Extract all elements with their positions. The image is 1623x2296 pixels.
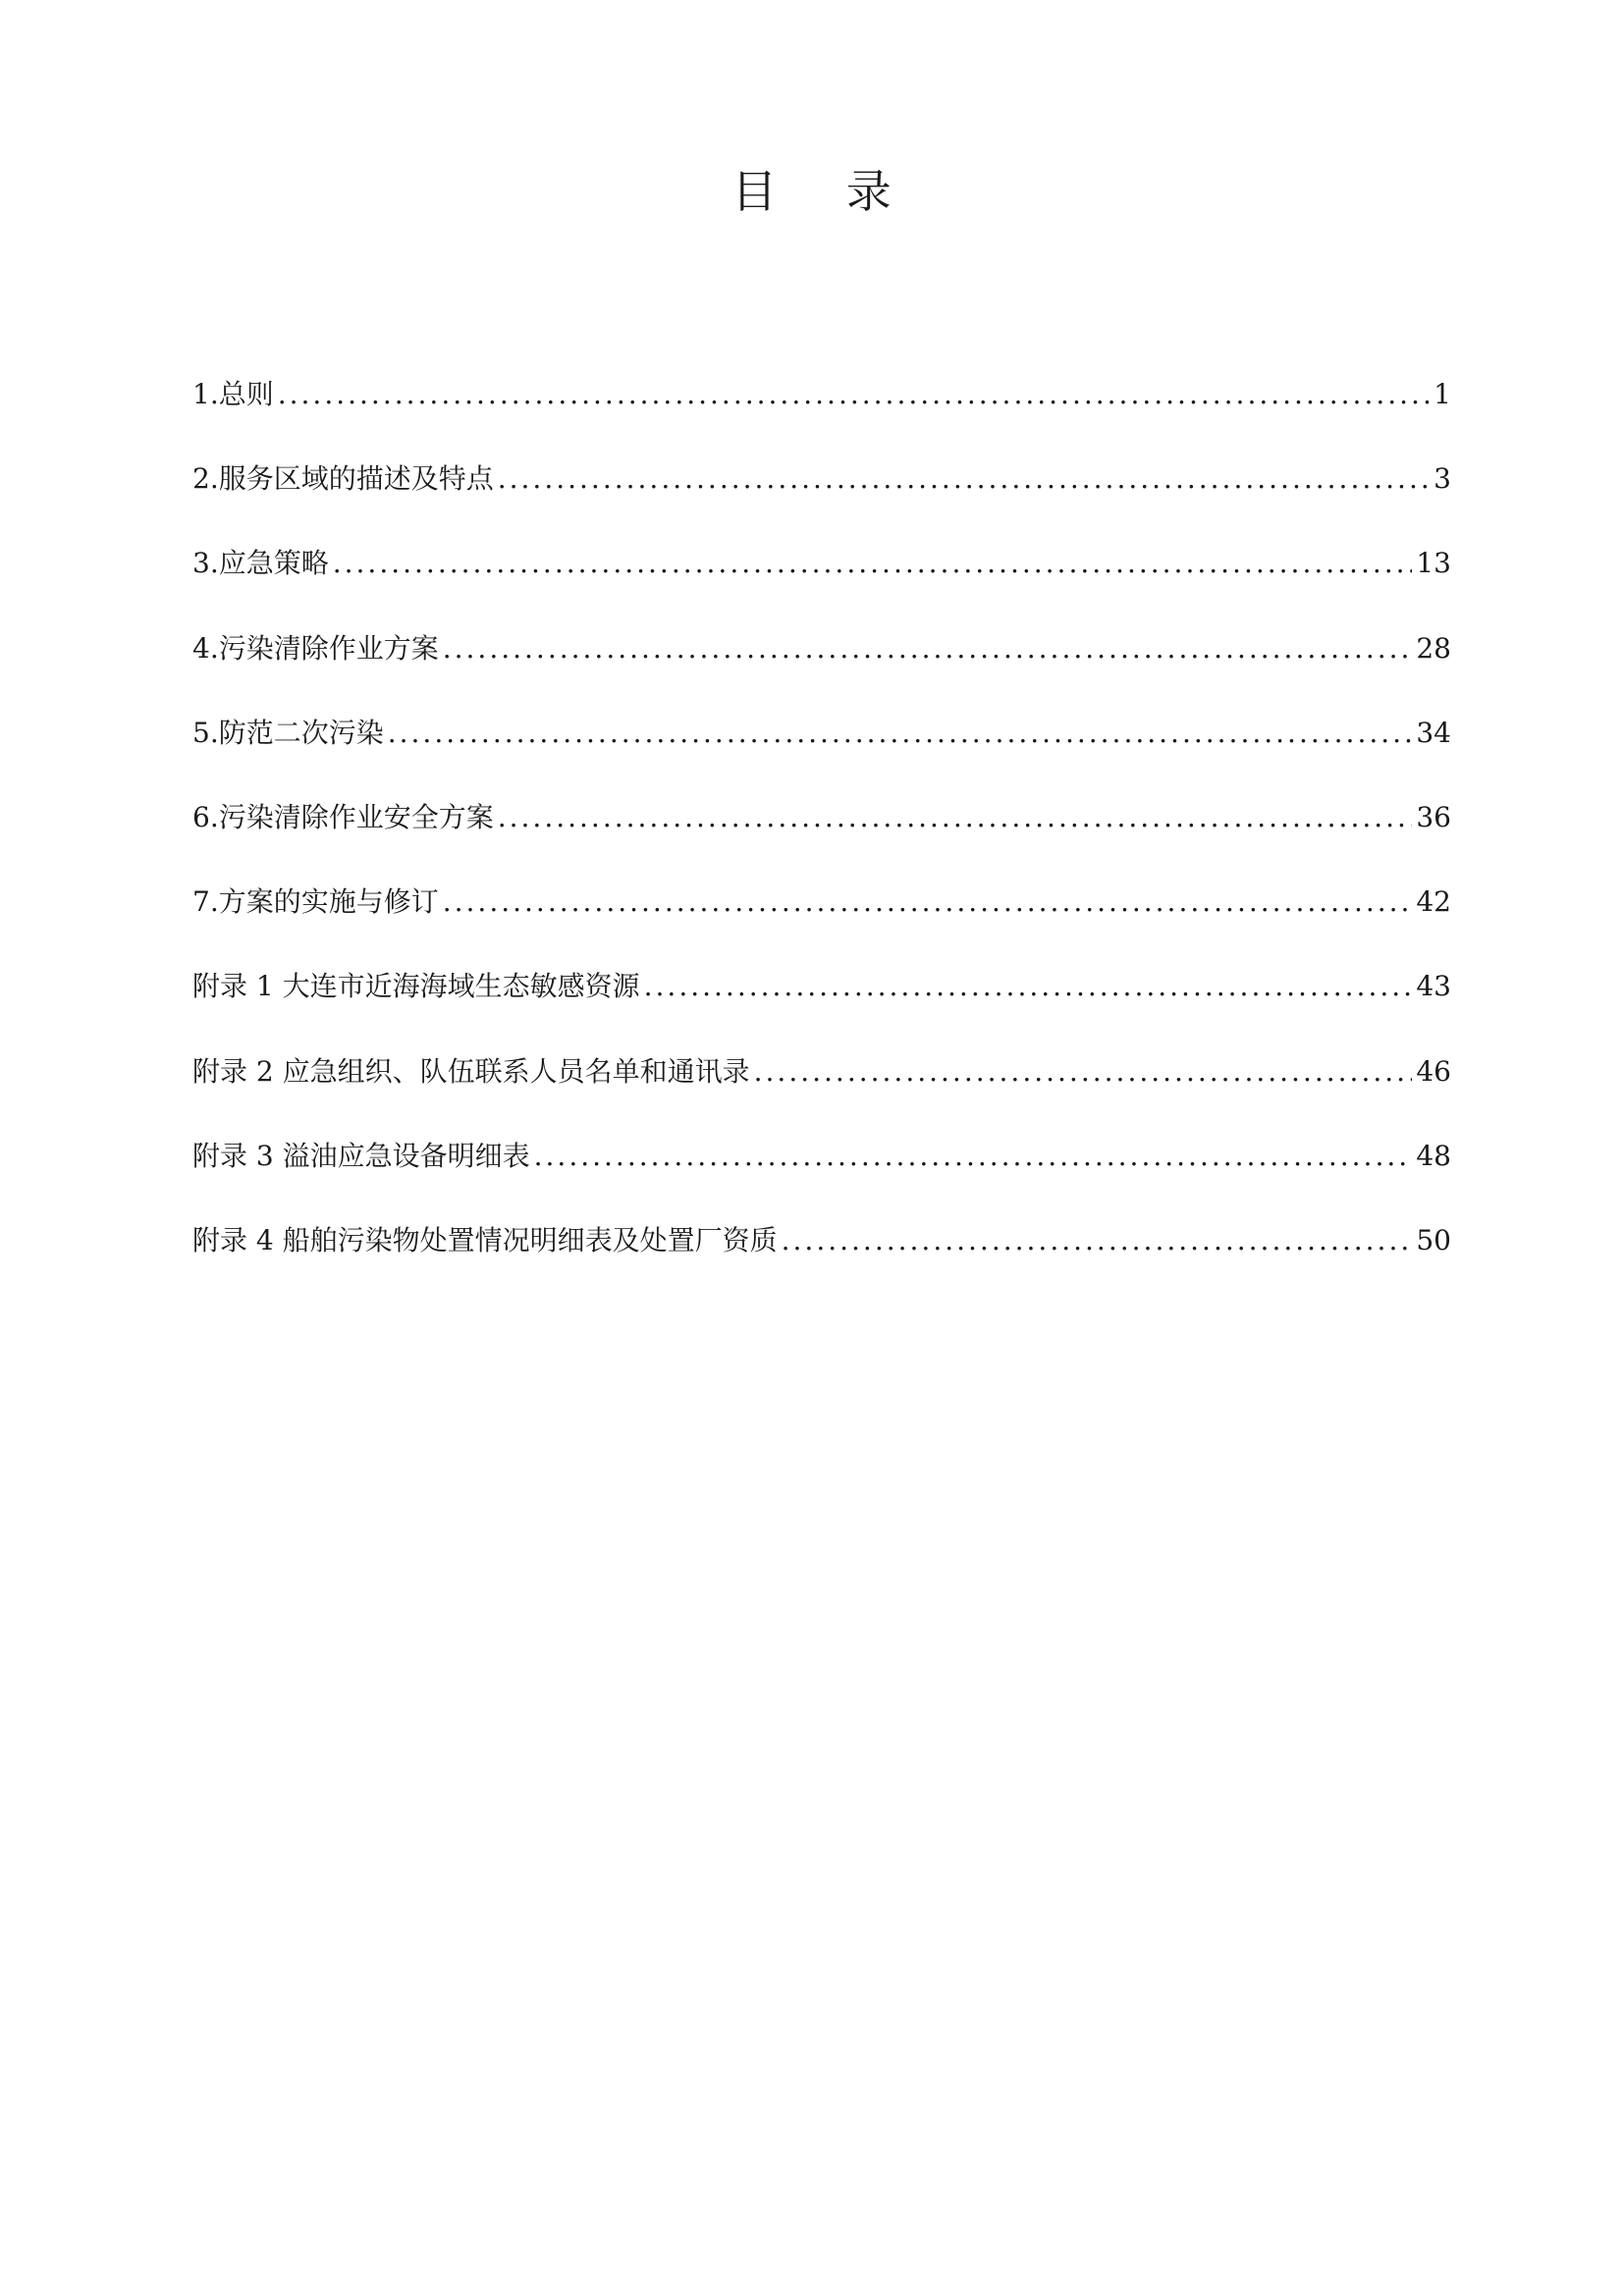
toc-entry-page: 28: [1416, 631, 1451, 665]
toc-entry-label: 2.服务区域的描述及特点: [192, 462, 494, 496]
toc-entry-page: 1: [1434, 378, 1451, 410]
toc-entry-label: 4.污染清除作业方案: [192, 631, 439, 665]
toc-entry-7[interactable]: [192, 882, 1451, 967]
toc-entry-label: 7.方案的实施与修订: [192, 885, 439, 919]
toc-entry-page: 34: [1416, 716, 1451, 749]
toc-dot-leader: [498, 459, 1430, 499]
toc-dot-leader: [754, 1052, 1413, 1092]
toc-dot-leader: [278, 375, 1430, 414]
toc-entry-4[interactable]: [192, 629, 1451, 714]
toc-entry-label: 附录 4 船舶污染物处置情况明细表及处置厂资质: [192, 1223, 778, 1256]
toc-entry-appendix-2[interactable]: [192, 1052, 1451, 1137]
toc-entry-6[interactable]: [192, 798, 1451, 882]
toc-entry-page: 42: [1416, 885, 1451, 919]
toc-entry-page: 48: [1416, 1139, 1451, 1172]
toc-entry-appendix-1[interactable]: [192, 967, 1451, 1051]
toc-entry-1[interactable]: [192, 375, 1451, 459]
toc-dot-leader: [498, 798, 1413, 837]
toc-entry-3[interactable]: [192, 544, 1451, 628]
toc-dot-leader: [644, 967, 1413, 1006]
toc-dot-leader: [443, 629, 1413, 668]
toc-dot-leader: [534, 1137, 1413, 1176]
toc-entry-page: 43: [1416, 970, 1451, 1003]
toc-entry-label: 5.防范二次污染: [192, 716, 384, 749]
toc-entry-page: 13: [1416, 547, 1451, 580]
toc-dot-leader: [388, 714, 1413, 753]
toc-entry-label: 6.污染清除作业安全方案: [192, 800, 494, 833]
toc-entry-label: 附录 2 应急组织、队伍联系人员名单和通讯录: [192, 1054, 750, 1088]
toc-entry-appendix-4[interactable]: [192, 1221, 1451, 1306]
toc-dot-leader: [333, 544, 1413, 583]
toc-entry-page: 3: [1434, 462, 1451, 496]
toc-dot-leader: [443, 882, 1413, 922]
toc-list: [192, 375, 1451, 1306]
toc-entry-label: 3.应急策略: [192, 547, 329, 580]
toc-entry-2[interactable]: [192, 459, 1451, 544]
toc-entry-page: 50: [1416, 1223, 1451, 1256]
toc-entry-label: 1.总则: [192, 378, 274, 410]
toc-entry-5[interactable]: [192, 714, 1451, 798]
toc-entry-label: 附录 1 大连市近海海域生态敏感资源: [192, 970, 640, 1003]
toc-entry-appendix-3[interactable]: [192, 1137, 1451, 1221]
toc-entry-page: 36: [1416, 800, 1451, 833]
toc-entry-label: 附录 3 溢油应急设备明细表: [192, 1139, 530, 1172]
toc-entry-page: 46: [1416, 1054, 1451, 1088]
toc-dot-leader: [782, 1221, 1413, 1260]
toc-title: 目 录: [731, 165, 919, 218]
